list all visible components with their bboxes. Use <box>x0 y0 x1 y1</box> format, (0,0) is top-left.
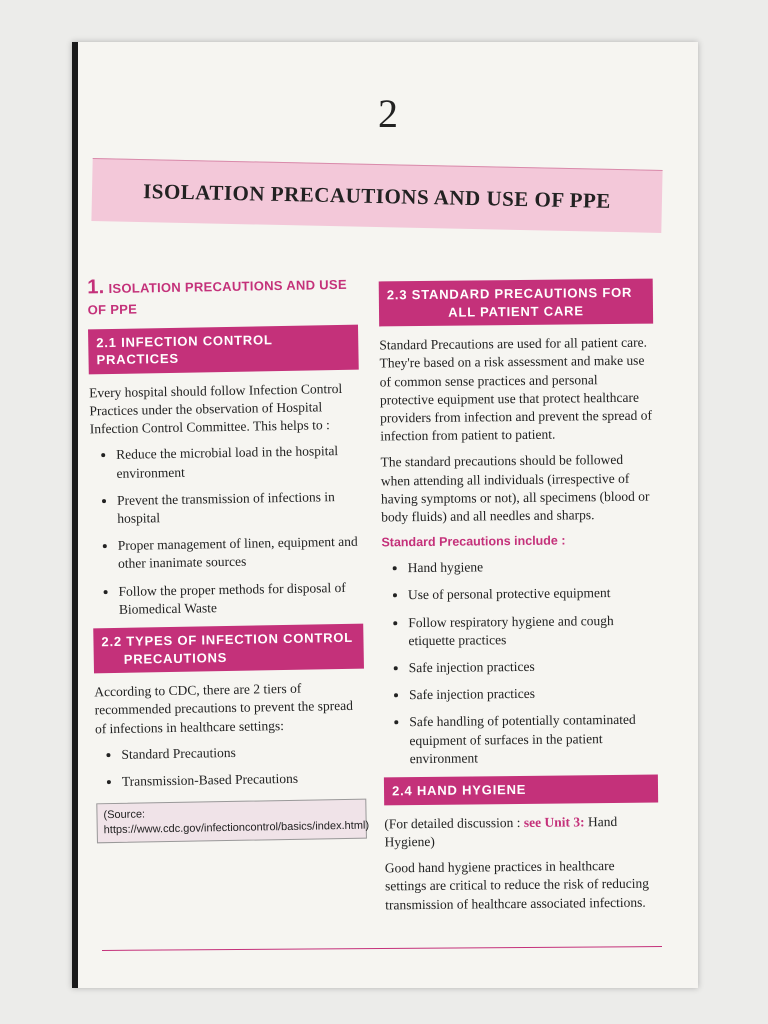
section-2-1-title: 2.1 INFECTION CONTROL PRACTICES <box>88 324 359 374</box>
section-2-4-title: 2.4 HAND HYGIENE <box>384 775 658 805</box>
list-item: • Safe injection practices <box>409 657 657 678</box>
standard-precautions-subheading: Standard Precautions include : <box>381 533 566 550</box>
list-item: • Follow respiratory hygiene and cough etiquette practices <box>408 611 656 650</box>
unit-reference-link: see Unit 3: <box>523 813 585 830</box>
section-2-3-list <box>382 557 658 769</box>
right-column <box>379 271 660 923</box>
section-2-3-para-2: The standard precautions should be followed when attending all individuals (irrespective of having symptoms or not), all specimens (blood or body fluids) and all needles and sharps. <box>380 452 650 525</box>
chapter-title: ISOLATION PRECAUTIONS AND USE OF PPE <box>142 178 612 213</box>
section-2-3-title: 2.3 STANDARD PRECAUTIONS FOR ALL PATIENT CARE <box>379 279 653 327</box>
section-2-4-para-1: (For detailed discussion : see Unit 3: Hand Hygiene) <box>384 813 618 850</box>
source-note: (Source: https://www.cdc.gov/infectioncontrol/basics/index.html) <box>96 799 367 843</box>
chapter-number: 2 <box>378 91 398 136</box>
list-item: • Transmission-Based Precautions <box>122 769 366 791</box>
list-item: • Reduce the microbial load in the hospital environment <box>116 442 361 483</box>
list-item: • Follow the proper methods for disposal of Biomedical Waste <box>118 578 363 619</box>
list-item: • Safe handling of potentially contaminated equipment of surfaces in the patient environment <box>409 711 658 768</box>
list-item: • Prevent the transmission of infections in hospital <box>117 487 362 528</box>
section-2-2-list <box>95 741 366 791</box>
section-2-1-intro: Every hospital should follow Infection Control Practices under the observation of Hospital Infection Control Committee. This helps to : <box>88 380 343 437</box>
list-item: • Standard Precautions <box>121 741 365 763</box>
list-item: • Safe injection practices <box>409 684 657 705</box>
left-column <box>87 270 370 844</box>
chapter-title-band <box>91 158 662 233</box>
section-2-3-para-1: Standard Precautions are used for all patient care. They're based on a risk assessment and make use of common sense practices and personal protective equipment use that protect healthcare providers from infection and prevent the spread of infection from patient to patient. <box>379 334 652 444</box>
section-2-4-para-2: Good hand hygiene practices in healthcare settings are critical to reduce the risk of reducing transmission of healthcare associated infections. <box>384 858 649 912</box>
section-1-heading: 1. ISOLATION PRECAUTIONS AND USE OF PPE <box>87 276 347 318</box>
section-2-1-list <box>90 442 363 619</box>
section-2-2-intro: According to CDC, there are 2 tiers of recommended precautions to prevent the spread of infections in healthcare settings: <box>94 680 354 736</box>
section-2-2-title: 2.2 TYPES OF INFECTION CONTROL PRECAUTIONS <box>93 624 364 674</box>
list-item: • Hand hygiene <box>408 557 656 578</box>
list-item: • Proper management of linen, equipment and other inanimate sources <box>118 533 363 574</box>
list-item: • Use of personal protective equipment <box>408 584 656 605</box>
footer-rule <box>102 946 662 951</box>
book-page <box>72 42 698 988</box>
